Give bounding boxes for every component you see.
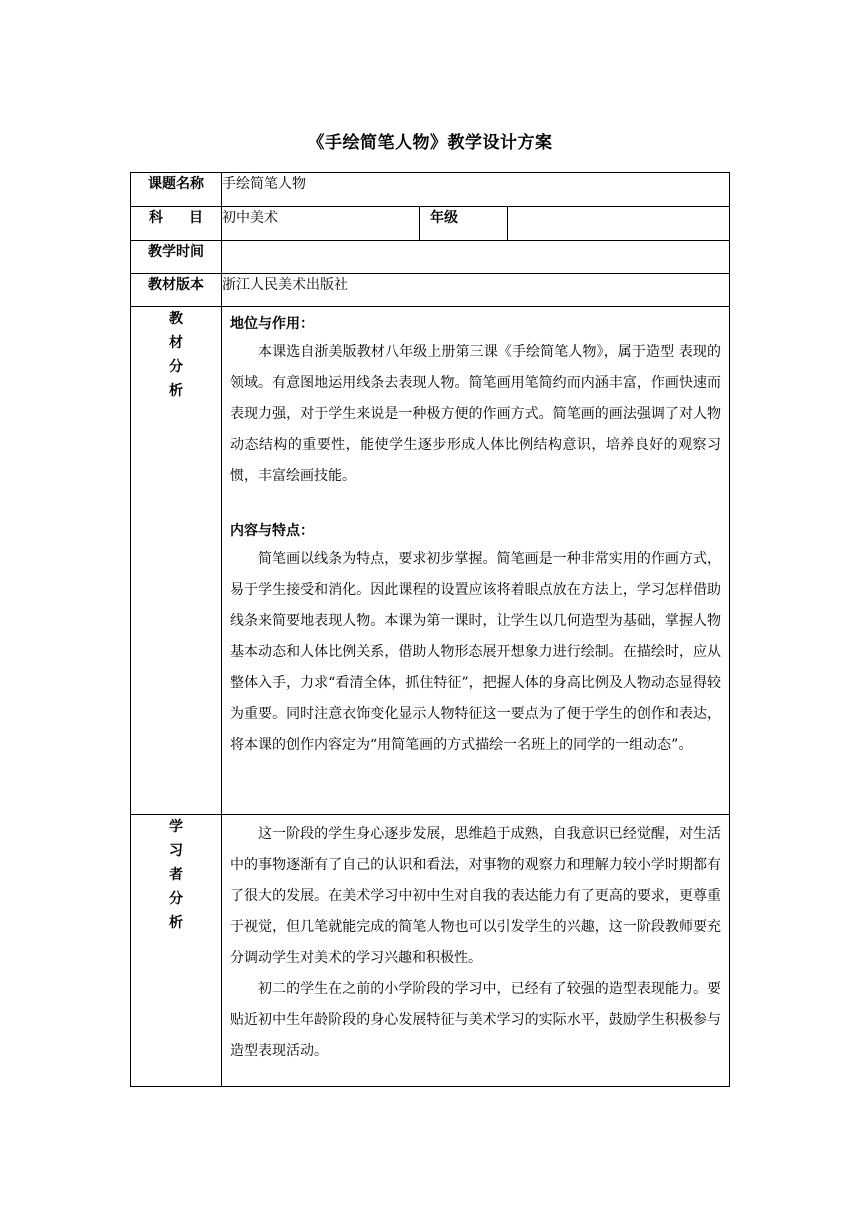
row-topic xyxy=(131,173,730,207)
lesson-plan-table xyxy=(130,172,730,1087)
subject-label xyxy=(131,207,222,241)
content-features-paragraph: 简笔画以线条为特点，要求初步掌握。简笔画是一种非常实用的作画方式，易于学生接受和消化。因此课程的设置应该将着眼点放在方法上，学习怎样借助线条来简要地表现人物。本课为第一课时，让学生以几何造型为基础，掌握人物基本动态和人体比例关系，借助人物形态展开想象力进行绘制。在描绘时，应从整体入手，力求“看清全体，抓住特征”，把握人体的身高比例及人物动态显得较为重要。同时注意衣饰变化显示人物特征这一要点为了便于学生的创作和表达，将本课的创作内容定为“用简笔画的方式描绘一名班上的同学的一组动态”。 xyxy=(230,551,722,753)
topic-label: 课题名称 xyxy=(131,173,222,207)
subject-value: 初中美术 xyxy=(222,207,420,241)
row-material-analysis xyxy=(131,307,730,815)
position-role-heading: 地位与作用： xyxy=(230,316,314,332)
learner-analysis-label-text: 学习者分析 xyxy=(169,819,183,931)
learner-analysis-label xyxy=(131,815,222,1087)
row-edition xyxy=(131,274,730,307)
row-subject xyxy=(131,207,730,241)
edition-label: 教材版本 xyxy=(131,274,222,307)
edition-value: 浙江人民美术出版社 xyxy=(222,274,730,307)
learner-analysis-content xyxy=(222,815,730,1087)
subject-label-char-1: 科 xyxy=(149,210,163,226)
material-analysis-content xyxy=(222,307,730,815)
material-analysis-label xyxy=(131,307,222,815)
position-role-paragraph: 本课选自浙美版教材八年级上册第三课《手绘简笔人物》，属于造型 表现的领域。有意图地运用线条去表现人物。简笔画用笔简约而内涵丰富，作画快速而表现力强，对于学生来说是一种极方便的作画方式。简笔画的画法强调了对人物动态结构的重要性，能使学生逐步形成人体比例结构意识，培养良好的观察习惯，丰富绘画技能。 xyxy=(230,344,722,484)
row-time xyxy=(131,241,730,274)
content-features-heading: 内容与特点： xyxy=(230,523,314,539)
grade-value xyxy=(508,207,730,241)
document-title: 《手绘简笔人物》教学设计方案 xyxy=(307,133,553,153)
grade-label: 年级 xyxy=(420,207,508,241)
time-value xyxy=(222,241,730,274)
topic-value: 手绘简笔人物 xyxy=(222,173,730,207)
row-learner-analysis xyxy=(131,815,730,1087)
time-label: 教学时间 xyxy=(131,241,222,274)
learner-paragraph-1: 这一阶段的学生身心逐步发展，思维趋于成熟，自我意识已经觉醒，对生活中的事物逐渐有了自己的认识和看法，对事物的观察力和理解力较小学时期都有了很大的发展。在美术学习中初中生对自我的表达能力有了更高的要求，更尊重于视觉，但几笔就能完成的简笔人物也可以引发学生的兴趣，这一阶段教师要充分调动学生对美术的学习兴趣和积极性。 xyxy=(230,826,722,966)
subject-label-char-2: 目 xyxy=(189,210,203,226)
material-analysis-label-text: 教材分析 xyxy=(169,311,183,399)
learner-paragraph-2: 初二的学生在之前的小学阶段的学习中，已经有了较强的造型表现能力。要贴近初中生年龄阶段的身心发展特征与美术学习的实际水平，鼓励学生积极参与造型表现活动。 xyxy=(230,981,722,1059)
